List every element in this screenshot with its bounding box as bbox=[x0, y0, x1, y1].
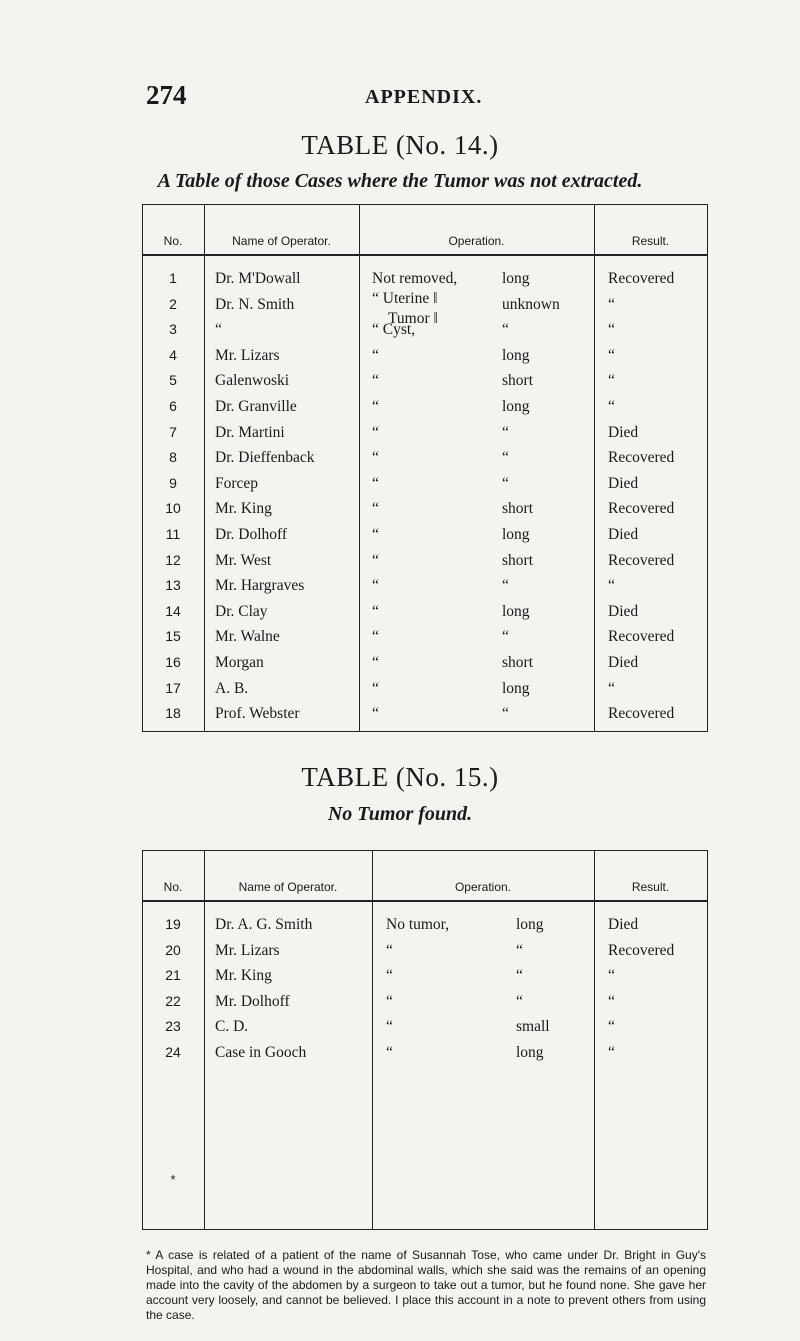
tumor-size: small bbox=[516, 1018, 550, 1036]
tumor-size: “ bbox=[502, 577, 509, 595]
result-value: Recovered bbox=[608, 449, 675, 467]
row-number: 21 bbox=[165, 967, 181, 984]
col-header-result: Result. bbox=[631, 880, 670, 894]
operator-name: Dr. Martini bbox=[215, 423, 285, 441]
table15-subtitle: No Tumor found. bbox=[327, 803, 473, 825]
row-number: 14 bbox=[165, 602, 181, 619]
col-header-result: Result. bbox=[631, 234, 670, 248]
result-value: “ bbox=[608, 679, 615, 697]
tumor-size: long bbox=[502, 398, 530, 415]
row-number: 6 bbox=[169, 398, 177, 414]
row-number: 18 bbox=[165, 705, 181, 722]
operation-status: “ Cyst, bbox=[372, 321, 416, 339]
operation-status: “ bbox=[372, 577, 379, 595]
result-value: “ bbox=[608, 346, 615, 364]
result-value: “ bbox=[608, 967, 615, 985]
operator-name: C. D. bbox=[215, 1018, 249, 1036]
operator-name: Dr. Dieffenback bbox=[215, 449, 315, 467]
operator-name: Mr. Hargraves bbox=[215, 577, 305, 595]
col-header-name: Name of Operator. bbox=[232, 234, 331, 248]
operator-name: Case in Gooch bbox=[215, 1044, 307, 1061]
row-number: 15 bbox=[165, 628, 181, 645]
running-title: APPENDIX. bbox=[365, 86, 483, 108]
operator-name: “ bbox=[215, 321, 222, 339]
row-number: 5 bbox=[169, 372, 177, 389]
tumor-size: “ bbox=[516, 967, 523, 985]
result-value: Recovered bbox=[608, 551, 675, 569]
table15-title: TABLE (No. 15.) bbox=[301, 762, 499, 792]
operation-status: “ bbox=[372, 346, 379, 364]
operation-status: “ bbox=[386, 992, 393, 1010]
tumor-size: long bbox=[516, 916, 544, 933]
tumor-size: unknown bbox=[502, 295, 560, 313]
operator-name: Mr. King bbox=[215, 500, 272, 518]
result-value: Died bbox=[608, 474, 639, 492]
result-value: Recovered bbox=[608, 941, 675, 959]
result-value: Died bbox=[608, 916, 639, 933]
operator-name: Mr. Dolhoff bbox=[215, 992, 290, 1010]
col-header-no: No. bbox=[163, 880, 183, 894]
operation-status: “ bbox=[372, 628, 379, 646]
result-value: Recovered bbox=[608, 628, 675, 646]
operator-name: Mr. West bbox=[215, 551, 272, 569]
operator-name: Dr. A. G. Smith bbox=[215, 916, 313, 933]
operator-name: Dr. N. Smith bbox=[215, 295, 295, 313]
operation-status-line2: Tumor ‖ bbox=[388, 309, 438, 327]
operator-name: Mr. Lizars bbox=[215, 941, 280, 959]
row-number: 4 bbox=[169, 346, 177, 363]
col-header-operation: Operation. bbox=[454, 880, 512, 894]
table14-title: TABLE (No. 14.) bbox=[301, 130, 499, 160]
operator-name: Forcep bbox=[215, 474, 259, 492]
result-value: Died bbox=[608, 423, 639, 441]
result-value: “ bbox=[608, 398, 615, 415]
operation-status: “ bbox=[386, 967, 393, 985]
result-value: “ bbox=[608, 992, 615, 1010]
result-value: “ bbox=[608, 372, 615, 390]
row-number: 1 bbox=[169, 270, 177, 286]
tumor-size: “ bbox=[502, 423, 509, 441]
tumor-size: short bbox=[502, 500, 533, 518]
operator-name: A. B. bbox=[215, 679, 249, 697]
table14 bbox=[142, 204, 708, 732]
row-number: 8 bbox=[169, 449, 177, 466]
tumor-size: “ bbox=[516, 941, 523, 959]
tumor-size: “ bbox=[502, 628, 509, 646]
operation-status: “ bbox=[386, 1044, 393, 1061]
operation-status: Not removed, bbox=[372, 270, 458, 287]
operation-status: “ bbox=[372, 398, 379, 415]
row-number: 3 bbox=[169, 321, 177, 338]
row-number: 9 bbox=[169, 474, 177, 491]
tumor-size: long bbox=[502, 346, 530, 364]
asterisk-marker: * bbox=[170, 1172, 176, 1187]
operator-name: Mr. King bbox=[215, 967, 272, 985]
row-number: 24 bbox=[165, 1044, 181, 1060]
result-value: “ bbox=[608, 295, 615, 313]
tumor-size: long bbox=[502, 679, 530, 697]
result-value: “ bbox=[608, 321, 615, 339]
result-value: “ bbox=[608, 577, 615, 595]
row-number: 12 bbox=[165, 551, 181, 568]
result-value: Died bbox=[608, 654, 639, 671]
operation-status: “ bbox=[372, 474, 379, 492]
row-number: 20 bbox=[165, 941, 181, 958]
row-number: 17 bbox=[165, 679, 181, 696]
tumor-size: “ bbox=[502, 321, 509, 339]
operator-name: Dr. Granville bbox=[215, 398, 297, 415]
tumor-size: long bbox=[516, 1044, 544, 1061]
result-value: Died bbox=[608, 526, 639, 543]
tumor-size: short bbox=[502, 551, 533, 569]
tumor-size: long bbox=[502, 602, 530, 620]
operation-status: No tumor, bbox=[386, 916, 450, 933]
operator-name: Dr. Dolhoff bbox=[215, 526, 288, 543]
operator-name: Morgan bbox=[215, 654, 264, 671]
row-number: 19 bbox=[165, 916, 181, 932]
operation-status: “ bbox=[372, 372, 379, 390]
result-value: “ bbox=[608, 1044, 615, 1061]
tumor-size: “ bbox=[516, 992, 523, 1010]
row-number: 11 bbox=[165, 526, 181, 542]
operator-name: Mr. Lizars bbox=[215, 346, 280, 364]
operation-status: “ bbox=[372, 423, 379, 441]
result-value: Recovered bbox=[608, 705, 675, 723]
operation-status: “ bbox=[372, 449, 379, 467]
result-value: Recovered bbox=[608, 270, 675, 287]
operation-status: “ bbox=[372, 705, 379, 723]
tumor-size: long bbox=[502, 270, 530, 287]
col-header-no: No. bbox=[163, 234, 183, 248]
operation-status: “ bbox=[372, 551, 379, 569]
row-number: 13 bbox=[165, 577, 181, 594]
row-number: 23 bbox=[165, 1018, 181, 1035]
table15 bbox=[142, 850, 708, 1230]
row-number: 22 bbox=[165, 992, 181, 1009]
operation-status: “ bbox=[372, 679, 379, 697]
row-number: 16 bbox=[165, 654, 181, 670]
operation-status: “ bbox=[372, 602, 379, 620]
operator-name: Prof. Webster bbox=[215, 705, 300, 723]
page-number: 274 bbox=[146, 80, 187, 110]
col-header-name: Name of Operator. bbox=[238, 880, 338, 894]
operation-status: “ bbox=[386, 1018, 393, 1036]
page-header bbox=[0, 80, 800, 120]
col-header-operation: Operation. bbox=[448, 234, 505, 248]
operation-status: “ bbox=[386, 941, 393, 959]
tumor-size: long bbox=[502, 526, 530, 543]
operator-name: Galenwoski bbox=[215, 372, 290, 390]
operator-name: Dr. Clay bbox=[215, 602, 268, 620]
operation-status: “ bbox=[372, 526, 379, 543]
tumor-size: “ bbox=[502, 449, 509, 467]
operation-status: “ Uterine ‖ bbox=[372, 289, 438, 307]
operator-name: Dr. M'Dowall bbox=[215, 270, 301, 287]
row-number: 7 bbox=[169, 423, 177, 440]
row-number: 10 bbox=[165, 500, 181, 517]
operation-status: “ bbox=[372, 654, 379, 671]
tumor-size: “ bbox=[502, 474, 509, 492]
row-number: 2 bbox=[169, 295, 177, 312]
tumor-size: short bbox=[502, 654, 533, 671]
footnote: * A case is related of a patient of the name of Susannah Tose, who came under Dr. Bright in Guy's Hospital, and who had a wound in the abdominal walls, which she said was the remains of an opening made into the cavity of the abdomen by a surgeon to take out a tumor, but he found none. She gave her account very loosely, and cannot be believed. I place this account in a note to prevent others from using the case. bbox=[146, 1248, 706, 1322]
tumor-size: “ bbox=[502, 705, 509, 723]
table14-subtitle: A Table of those Cases where the Tumor was not extracted. bbox=[157, 170, 643, 192]
result-value: Died bbox=[608, 602, 639, 620]
tumor-size: short bbox=[502, 372, 533, 390]
operation-status: “ bbox=[372, 500, 379, 518]
result-value: “ bbox=[608, 1018, 615, 1036]
result-value: Recovered bbox=[608, 500, 675, 518]
operator-name: Mr. Walne bbox=[215, 628, 280, 646]
